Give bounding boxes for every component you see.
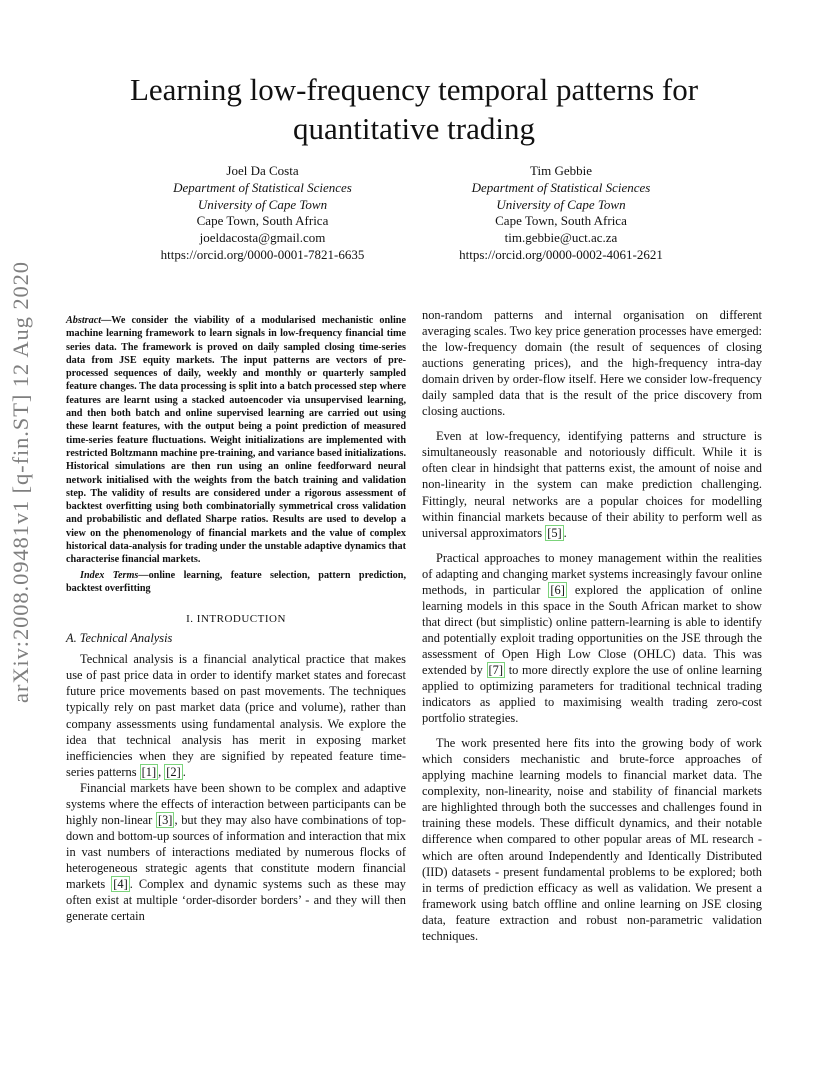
- paragraph: [66, 780, 406, 924]
- citation-link[interactable]: [1]: [141, 764, 157, 779]
- author-name: Tim Gebbie: [530, 163, 592, 178]
- left-column: [66, 314, 406, 924]
- paragraph-text: .: [563, 525, 567, 540]
- index-terms-lead: Index Terms: [80, 569, 139, 581]
- paragraph-text: Even at low-frequency, identifying patterns and structure is simultaneously reasonable and notoriously difficult. While it is often clear in hindsight that patterns exist, the amount of noise and non-linearity in the system can make prediction challenging. Fittingly, neural networks are a popular choices for modelling within financial markets because of their ability to perform well as universal approximators: [422, 429, 762, 540]
- section-heading: [66, 611, 406, 627]
- paragraph-text: explored the application of online learning models in this space in the South African market to show that direct (but simplistic) online pattern-learning is able to identify and potentially exploit trading opportunities on the JSE through the assessment of Open High Low Close (OHLC) data. This was extended by: [422, 582, 762, 677]
- author-email[interactable]: joeldacosta@gmail.com: [199, 230, 326, 246]
- paragraph-text: Practical approaches to money management within the realities of adapting and changing market systems increasingly favour online methods, in particular: [422, 550, 762, 597]
- section-title: INTRODUCTION: [196, 613, 286, 626]
- index-terms: [66, 569, 406, 596]
- paragraph: [66, 651, 406, 779]
- arxiv-stamp: [0, 0, 45, 1072]
- right-column: [422, 307, 762, 944]
- paragraph: The work presented here fits into the growing body of work which considers mechanistic and brute-force approaches of applying machine learning models to financial market data. The complexity, non-linearity, noise and stability of financial markets are highlighted through both the successes and challenges found in training these models. These difficult dynamics, and their notable difference when compared to other popular areas of ML research - which are often around Independently and Identically Distributed (IID) datasets - present fundamental problems to be explored; both in terms of prediction efficacy as well as validation. We present a framework using batch offline and online learning on JSE closing data, feature extraction and robust non-parametric validation techniques.: [422, 736, 762, 943]
- citation-link[interactable]: [3]: [157, 812, 173, 827]
- paragraph-text: .: [182, 764, 186, 779]
- paragraph-text: Financial markets have been shown to be complex and adaptive systems where the effects of interaction between participants can be highly non-linear: [66, 780, 406, 827]
- citation-link[interactable]: [5]: [547, 525, 562, 540]
- citation-link[interactable]: [7]: [488, 662, 503, 677]
- paragraph-text: , but they may also have combinations of top-down and bottom-up sources of information and interaction that mix in vast numbers of interactions mediated by numerous flocks of heterogeneous strategic agents that constitute modern financial markets: [66, 812, 406, 891]
- paragraph: [422, 428, 762, 540]
- author-location: Cape Town, South Africa: [196, 213, 329, 229]
- author-university: University of Cape Town: [197, 196, 328, 212]
- index-terms-text: —online learning, feature selection, pattern prediction, backtest overfitting: [66, 569, 406, 594]
- abstract: [66, 314, 406, 567]
- arxiv-identifier: arXiv:2008.09481v1 [q-fin.ST] 12 Aug 2020: [8, 261, 33, 703]
- author-orcid[interactable]: https://orcid.org/0000-0001-7821-6635: [160, 246, 365, 262]
- paragraph: [422, 550, 762, 727]
- citation-link[interactable]: [2]: [166, 764, 181, 779]
- author-email[interactable]: tim.gebbie@uct.ac.za: [504, 230, 618, 246]
- subsection-heading: A. Technical Analysis: [66, 631, 173, 646]
- paragraph: non-random patterns and internal organisation on different averaging scales. Two key price generation processes have emerged: the low-frequency domain (the result of sequences of closing auctions generating prices), and the high-frequency intra-day domain driven by order-flow itself. Here we consider low-frequency daily sampled data that is the result of the price discovery from closing auctions.: [422, 308, 762, 419]
- author-department: Department of Statistical Sciences: [471, 179, 651, 195]
- page-title: Learning low-frequency temporal patterns for quantitative trading: [129, 72, 699, 146]
- author-department: Department of Statistical Sciences: [173, 179, 352, 195]
- paragraph-text: ,: [158, 764, 165, 779]
- paragraph-text: to more directly explore the use of online learning applied to optimizing parameters for traditional technical trading indicators as applied to maximising wealth trading zero-cost portfolio strategies.: [422, 662, 762, 726]
- abstract-lead: Abstract: [66, 315, 102, 326]
- author-orcid[interactable]: https://orcid.org/0000-0002-4061-2621: [459, 246, 663, 262]
- author-block-2: [432, 163, 690, 264]
- paragraph-text: . Complex and dynamic systems such as these may often exist at multiple ‘order-disorder borders’ - and they will then generate certain: [66, 876, 406, 924]
- paragraph-text: Technical analysis is a financial analytical practice that makes use of past price data in order to identify market states and forecast future price movements based on past movements. The techniques typically rely on past market data (price and volume), rather than company assessments using fundamental analysis. We explore the idea that technical analysis has merit in exposing market inefficiencies when they are signified by repeated feature time-series patterns: [66, 652, 406, 779]
- author-block-1: [135, 163, 390, 264]
- section-number: I.: [186, 613, 194, 626]
- author-name: Joel Da Costa: [226, 163, 299, 178]
- author-university: University of Cape Town: [496, 196, 626, 212]
- abstract-text: —We consider the viability of a modularised mechanistic online machine learning framework to learn signals in low-frequency financial time series data. The framework is proved on daily sampled closing time-series data from JSE equity markets. The input patterns are vectors of pre-processed sequences of daily, weekly and monthly or quarterly sampled feature changes. The data processing is split into a batch processed step where features are learnt using a stacked autoencoder via unsupervised learning, and then both batch and online supervised learning are carried out using these learnt features, with the output being a point prediction of measured time-series feature fluctuations. Weight initializations are implemented with restricted Boltzmann machine pre-training, and variance based initializations. Historical simulations are then run using an online feedforward neural network initialised with the weights from the batch training and validation step. The validity of results are considered under a rigorous assessment of backtest overfitting using both combinatorially symmetrical cross validation and probabilistic and deflated Sharpe ratios. Results are used to develop a view on the phenomenology of financial markets and the value of complex historical data-analysis for trading under the unstable adaptive dynamics that characterise financial markets.: [66, 315, 406, 566]
- author-location: Cape Town, South Africa: [495, 213, 627, 229]
- citation-link[interactable]: [4]: [113, 876, 128, 891]
- citation-link[interactable]: [6]: [550, 582, 565, 597]
